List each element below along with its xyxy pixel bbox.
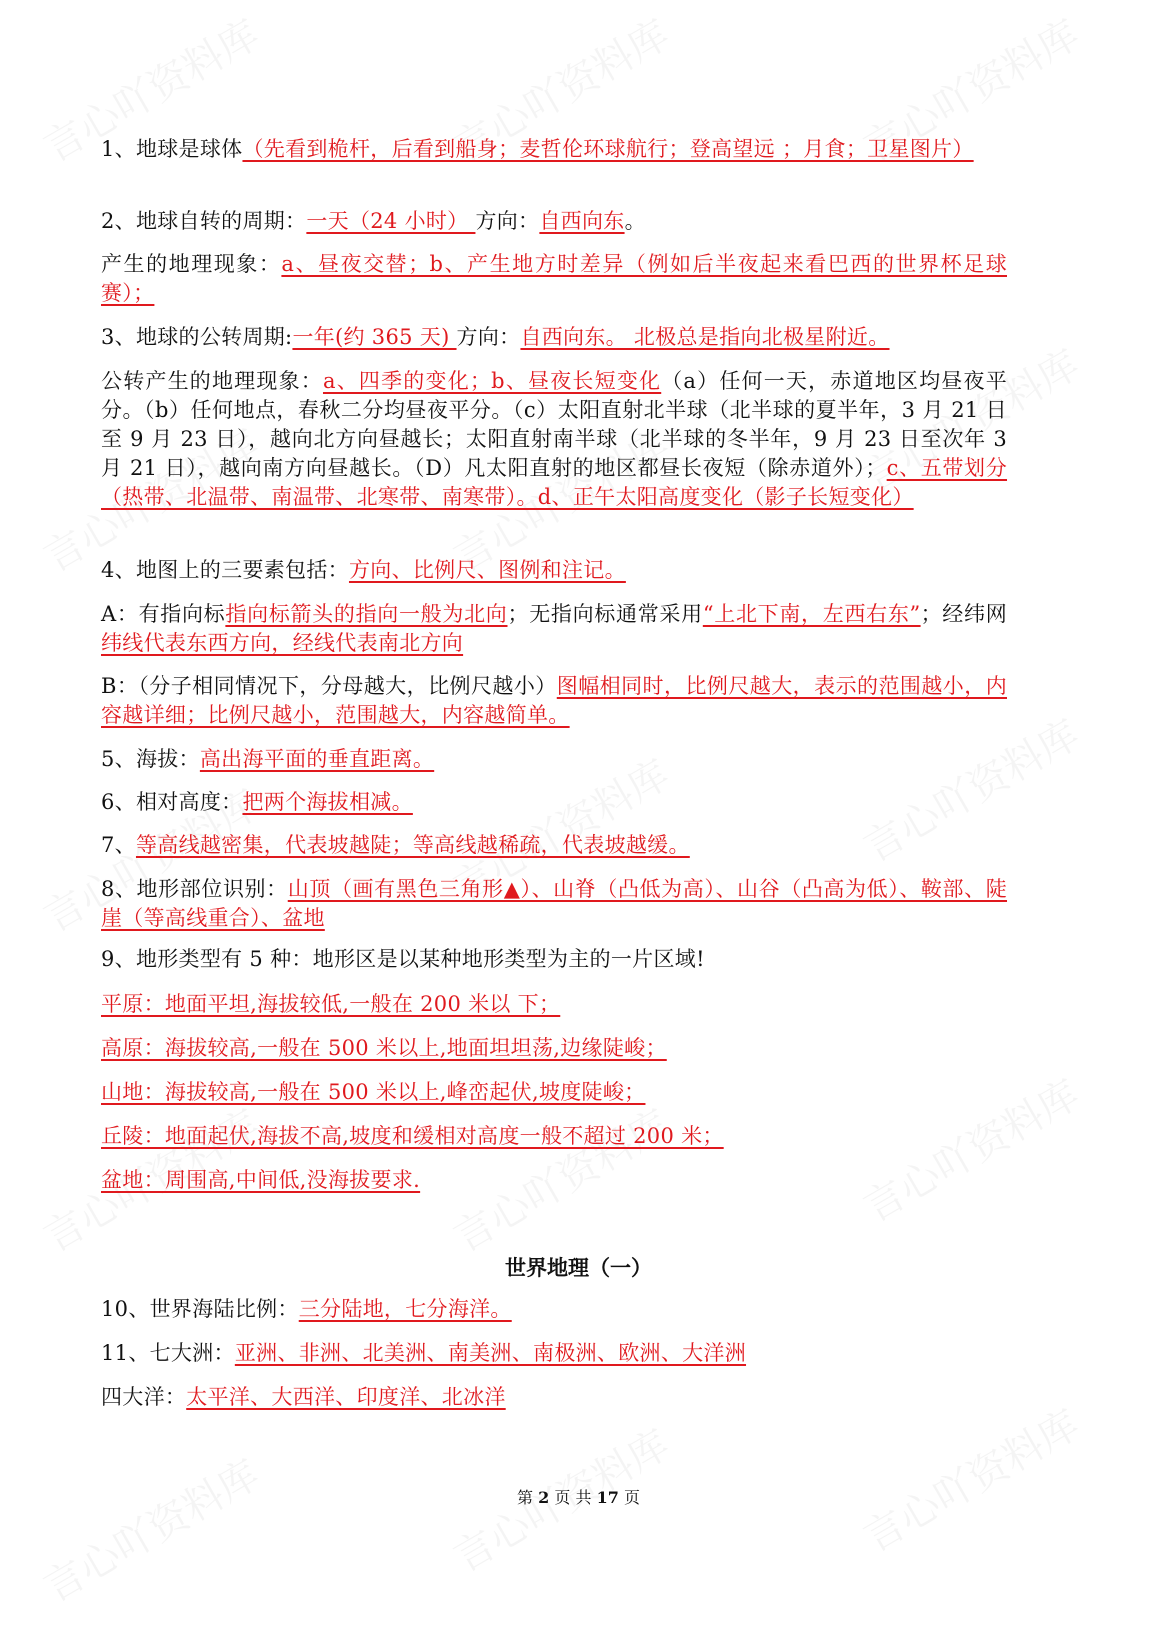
answer-text: 图幅相同时，比例尺越大，表示的范围越小，内容越详细；比例尺越小，范围越大，内容越简单。 [101, 674, 1007, 727]
question-text: 公转产生的地理现象： [101, 369, 323, 393]
answer-text: 方向、比例尺、图例和注记。 [348, 558, 626, 582]
paragraph [101, 672, 1007, 730]
answer-text: 高原：海拔较高,一般在 500 米以上,地面坦坦荡,边缘陡峻； [101, 1036, 667, 1060]
footer-total-pages: 17 [596, 1488, 619, 1507]
question-text: 。 [624, 209, 646, 233]
question-text: 3、地球的公转周期: [101, 325, 293, 349]
paragraph [101, 1339, 1007, 1368]
answer-text: a、昼夜交替；b、产生地方时差异（例如后半夜起来看巴西的世界杯足球赛）； [101, 252, 1007, 305]
question-text: 1、地球是球体 [101, 137, 243, 161]
paragraph [101, 788, 1007, 817]
answer-text: c、五带划分（热带、北温带、南温带、北寒带、南寒带）。d、正午太阳高度变化（影子长短变化） [101, 456, 1008, 509]
answer-text: 亚洲、非洲、北美洲、南美洲、南极洲、欧洲、大洋洲 [234, 1341, 747, 1365]
paragraph [101, 367, 1007, 512]
question-text: 6、相对高度： [101, 790, 243, 814]
paragraph [101, 556, 1007, 585]
question-text: 产生的地理现象： [101, 252, 282, 276]
question-text: ；无指向标通常采用 [507, 602, 703, 626]
question-text: B：（分子相同情况下，分母越大，比例尺越小） [101, 674, 557, 698]
question-text: 5、海拔： [101, 747, 200, 771]
footer-prefix: 第 [517, 1488, 534, 1507]
section-title: 世界地理（一） [505, 1255, 652, 1280]
paragraph [101, 135, 1007, 164]
paragraph [101, 990, 1007, 1019]
answer-text: 丘陵：地面起伏,海拔不高,坡度和缓相对高度一般不超过 200 米； [101, 1124, 724, 1148]
answer-text: “上北下南，左西右东” [702, 602, 921, 626]
paragraph [101, 1122, 1007, 1151]
answer-text: 山顶（画有黑色三角形▲）、山脊（凸低为高）、山谷（凸高为低）、鞍部、陡崖（等高线重合）、盆地 [101, 877, 1008, 930]
question-text: 8、地形部位识别： [101, 877, 288, 901]
answer-text: （先看到桅杆，后看到船身；麦哲伦环球航行；登高望远 ；月食；卫星图片） [242, 137, 974, 161]
answer-text: 等高线越密集，代表坡越陡；等高线越稀疏，代表坡越缓。 [135, 833, 690, 857]
footer-page-number: 2 [538, 1488, 550, 1507]
paragraph [101, 945, 1007, 974]
question-text: 10、世界海陆比例： [101, 1297, 299, 1321]
question-text: 四大洋： [101, 1385, 187, 1409]
paragraph [101, 1078, 1007, 1107]
paragraph [101, 745, 1007, 774]
paragraph [101, 1383, 1007, 1412]
answer-text: 一年(约 365 天) [292, 325, 457, 349]
answer-text: 三分陆地，七分海洋。 [298, 1297, 512, 1321]
question-text: 方向： [456, 325, 521, 349]
paragraph [101, 207, 1007, 236]
paragraph [101, 1295, 1007, 1324]
question-text: ；经纬网 [920, 602, 1007, 626]
paragraph [101, 831, 1007, 860]
paragraph [101, 1034, 1007, 1063]
watermark-text [32, 1444, 268, 1613]
paragraph [101, 875, 1007, 933]
answer-text: a、四季的变化；b、昼夜长短变化 [322, 369, 662, 393]
answer-text: 自西向东 [539, 209, 625, 233]
answer-text: 平原：地面平坦,海拔较低,一般在 200 米以 下； [101, 992, 561, 1016]
footer-middle: 页 共 [554, 1488, 592, 1507]
question-text: 11、七大洲： [101, 1341, 235, 1365]
watermark-text [852, 1394, 1088, 1563]
question-text: 4、地图上的三要素包括： [101, 558, 349, 582]
paragraph [101, 1166, 1007, 1195]
answer-text: 盆地：周围高,中间低,没海拔要求. [101, 1168, 421, 1192]
question-text: 9、地形类型有 5 种：地形区是以某种地形类型为主的一片区域! [101, 947, 705, 971]
question-text: A：有指向标 [101, 602, 226, 626]
answer-text: 一天（24 小时） [306, 209, 476, 233]
answer-text: 山地：海拔较高,一般在 500 米以上,峰峦起伏,坡度陡峻； [101, 1080, 646, 1104]
question-text: 7、 [101, 833, 136, 857]
answer-text: 把两个海拔相减。 [242, 790, 413, 814]
footer-suffix: 页 [623, 1488, 640, 1507]
answer-text: 自西向东。 北极总是指向北极星附近。 [520, 325, 890, 349]
answer-text: 高出海平面的垂直距离。 [199, 747, 435, 771]
question-text: （a）任何一天，赤道地区均昼夜平分。（b）任何地点，春秋二分均昼夜平分。（c）太阳直射北半球（北半球的夏半年，3 月 21 日至 9 月 23 日），越向北方向昼越长；太阳直射南半球（北半球的冬半年，9 月 23 日至次年 3 月 21 日），越向南方向昼越长。（D）凡太阳直射的地区都昼长夜短（除赤道外）； [101, 369, 1008, 480]
answer-text: 太平洋、大西洋、印度洋、北冰洋 [186, 1385, 506, 1409]
answer-text: 纬线代表东西方向，经线代表南北方向 [101, 631, 464, 655]
answer-text: 指向标箭头的指向一般为北向 [225, 602, 508, 626]
page-footer [0, 1485, 1157, 1508]
paragraph [101, 323, 1007, 352]
paragraph [101, 600, 1007, 658]
question-text: 方向： [475, 209, 540, 233]
paragraph [101, 250, 1007, 308]
question-text: 2、地球自转的周期： [101, 209, 307, 233]
